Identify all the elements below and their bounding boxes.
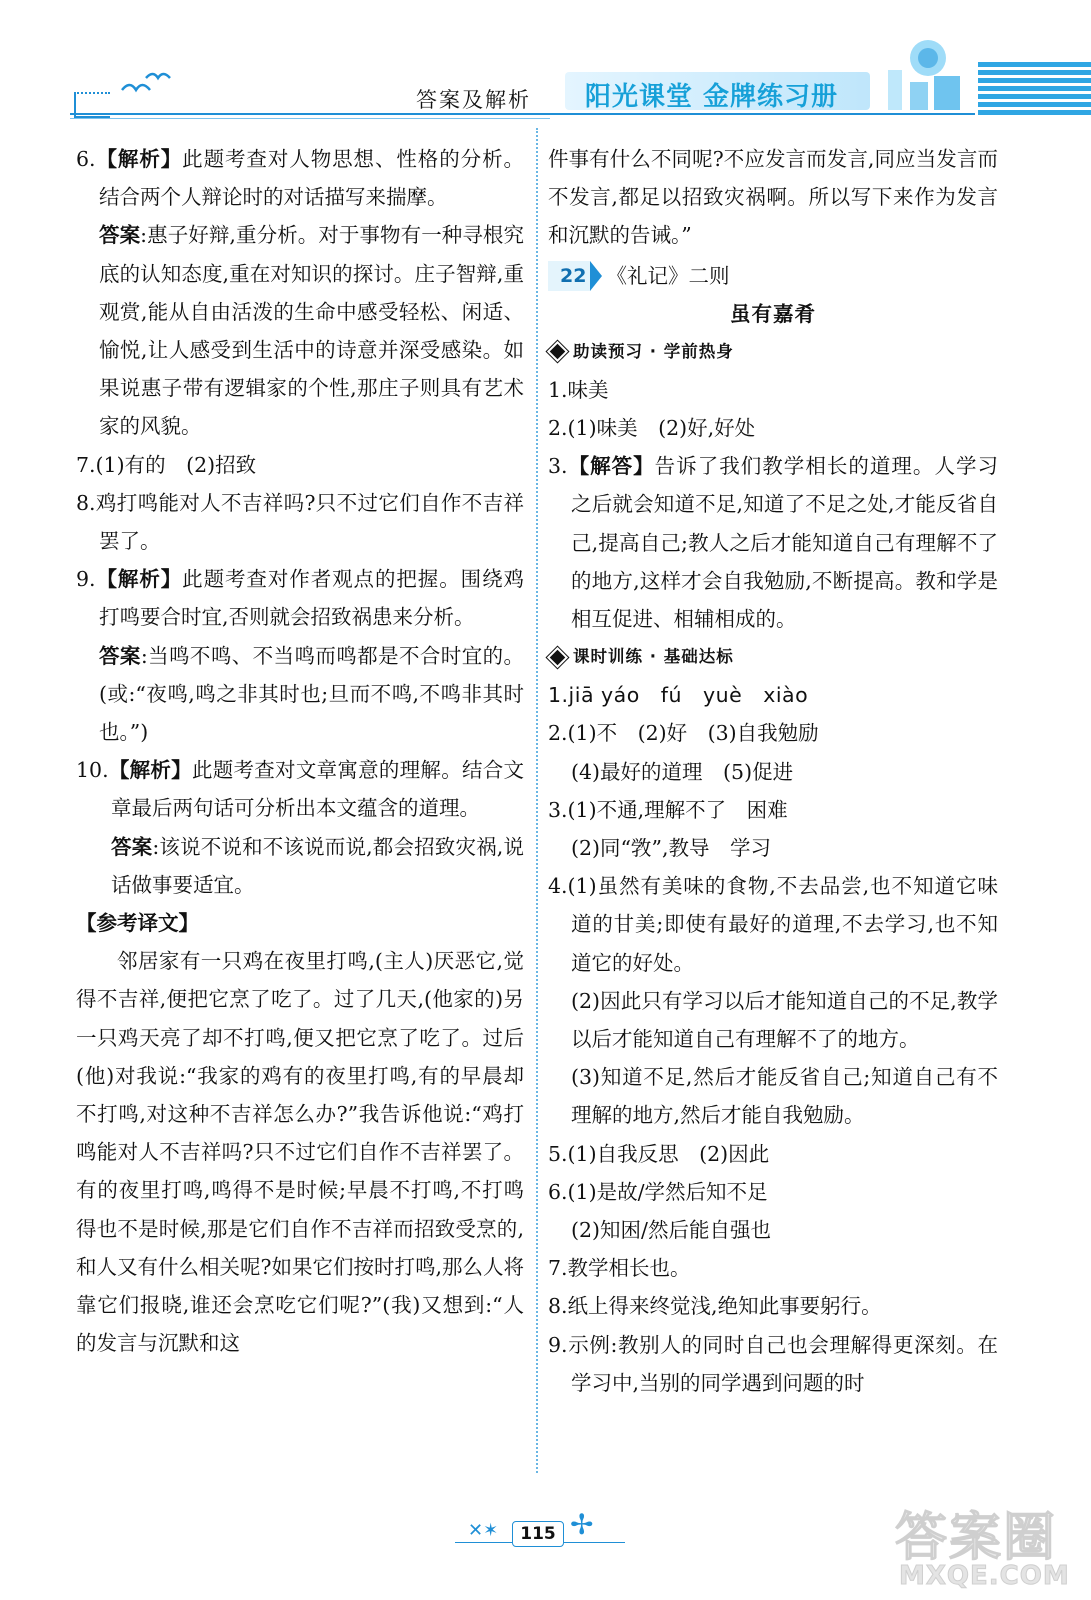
- text-subtitle: 虽有嘉肴: [730, 301, 816, 326]
- item-number: 3.: [548, 454, 568, 479]
- watermark-url: MXQE.COM: [899, 1561, 1070, 1591]
- training-7: 7.教学相长也。: [548, 1256, 691, 1281]
- lesson-title: 《礼记》二则: [606, 263, 730, 288]
- training-8: 8.纸上得来终觉浅,绝知此事要躬行。: [548, 1294, 882, 1319]
- training-9: 9.示例:教别人的同时自己也会理解得更深刻。在学习中,当别的同学遇到问题的时: [548, 1332, 998, 1395]
- star-icon: ✢: [570, 1508, 594, 1541]
- left-column: [76, 140, 524, 1363]
- reference-translation-text: 邻居家有一只鸡在夜里打鸣,(主人)厌恶它,觉得不吉祥,便把它烹了吃了。过了几天,(他家的)另一只鸡天亮了却不打鸣,便又把它烹了吃了。过后(他)对我说:“我家的鸡有的夜里打鸣,有的早晨却不打鸣,对这种不吉祥怎么办?”我告诉他说:“鸡打鸣能对人不吉祥吗?只不过它们自作不吉祥罢了。有的夜里打鸣,鸣得不是时候;早晨不打鸣,不打鸣得也不是时候,那是它们自作不吉祥而招致受烹的,和人又有什么相关呢?如果它们按时打鸣,那么人将靠它们报晓,谁还会烹吃它们呢?”(我)又想到:“人的发言与沉默和这: [76, 949, 525, 1356]
- analysis-text: 此题考查对文章寓意的理解。结合文章最后两句话可分析出本文蕴含的道理。: [111, 758, 525, 821]
- brand-banner: [565, 72, 870, 110]
- section-preview: [548, 333, 998, 371]
- section-training: [548, 638, 998, 676]
- item-number: 9.: [76, 567, 96, 592]
- answer-10: [76, 751, 524, 827]
- watermark: [895, 1495, 1070, 1590]
- solution-text: 告诉了我们教学相长的道理。人学习之后就会知道不足,知道了不足之处,才能反省自己,提高自己;教人之后才能知道自己有理解不了的地方,这样才会自我勉励,不断提高。教和学是相互促进、相辅相成的。: [571, 454, 998, 632]
- answer-9: [76, 560, 524, 636]
- lesson-heading: [548, 257, 998, 295]
- answer-tag: 答案: [99, 643, 141, 668]
- solution-tag: 【解答】: [567, 454, 655, 479]
- sparkle-icon: ✕✶: [468, 1520, 499, 1541]
- answer-8: 8.鸡打鸣能对人不吉祥吗?只不过它们自作不吉祥罢了。: [76, 490, 524, 554]
- training-3a: 3.(1)不通,理解不了 困难: [548, 797, 788, 822]
- training-4c: (3)知道不足,然后才能反省自己;知道自己有不理解的地方,然后才能自我勉励。: [571, 1065, 998, 1128]
- training-6b: (2)知困/然后能自强也: [571, 1218, 771, 1243]
- header-stripes: [978, 62, 1091, 122]
- training-1: 1.jiā yáo fú yuè xiào: [548, 683, 809, 708]
- birds-icon: [120, 68, 180, 108]
- column-divider: [536, 128, 538, 1473]
- lesson-number: 22: [548, 261, 590, 291]
- training-6a: 6.(1)是故/学然后知不足: [548, 1179, 768, 1204]
- watermark-logo: 答案圈: [895, 1508, 1058, 1568]
- reference-title-text: 【参考译文】: [76, 911, 199, 936]
- answer-tag: 答案: [99, 223, 141, 248]
- answer-9-key: [76, 637, 524, 752]
- item-number: 6.: [76, 147, 96, 171]
- page-header: [0, 0, 1091, 150]
- header-title: 答案及解析: [416, 88, 531, 112]
- right-column: [548, 140, 998, 1402]
- analysis-tag: 【解析】: [95, 147, 183, 171]
- reference-translation-title: [76, 904, 524, 942]
- preview-2: 2.(1)味美 (2)好,好处: [548, 416, 756, 441]
- section-title: 课时训练 · 基础达标: [573, 647, 734, 667]
- item-number: 10.: [76, 758, 109, 783]
- answer-6: [76, 140, 524, 216]
- answer-text: :该说不说和不该说而说,都会招致灾祸,说话做事要适宜。: [111, 834, 524, 897]
- training-5: 5.(1)自我反思 (2)因此: [548, 1141, 770, 1166]
- analysis-text: 此题考查对作者观点的把握。围绕鸡打鸣要合时宜,否则就会招致祸患来分析。: [99, 567, 524, 630]
- answer-text: :惠子好辩,重分析。对于事物有一种寻根究底的认知态度,重在对知识的探讨。庄子智辩,重观赏,能从自由活泼的生命中感受轻松、闲适、愉悦,让人感受到生活中的诗意并深受感染。如果说惠子带有逻辑家的个性,那庄子则具有艺术家的风貌。: [99, 223, 524, 439]
- diamond-icon: [550, 649, 566, 665]
- lesson-arrow-icon: [590, 261, 602, 291]
- preview-1: 1.味美: [548, 377, 609, 402]
- answer-6-key: [76, 216, 524, 445]
- answer-10-key: [76, 828, 524, 904]
- header-rule: [70, 113, 975, 115]
- training-4b: (2)因此只有学习以后才能知道自己的不足,教学以后才能知道自己有理解不了的地方。: [571, 988, 998, 1052]
- analysis-tag: 【解析】: [108, 758, 192, 783]
- brand-title: 阳光课堂 金牌练习册: [585, 82, 839, 112]
- analysis-text: 此题考查对人物思想、性格的分析。结合两个人辩论时的对话描写来揣摩。: [99, 147, 524, 210]
- training-2b: (4)最好的道理 (5)促进: [571, 759, 794, 784]
- training-4a: 4.(1)虽然有美味的食物,不去品尝,也不知道它味道的甘美;即使有最好的道理,不去学习,也不知道它的好处。: [548, 874, 998, 975]
- answer-text: :当鸣不鸣、不当鸣而鸣都是不合时宜的。(或:“夜鸣,鸣之非其时也;旦而不鸣,不鸣非其时也。”): [99, 643, 525, 745]
- answer-tag: 答案: [111, 834, 153, 859]
- training-2a: 2.(1)不 (2)好 (3)自我勉励: [548, 721, 819, 746]
- translation-continued: 件事有什么不同呢?不应发言而发言,同应当发言而不发言,都足以招致灾祸啊。所以写下来作为发言和沉默的告诫。”: [548, 147, 998, 248]
- header-rule-thin: [70, 118, 550, 119]
- page-number: 115: [512, 1521, 564, 1547]
- answer-7: 7.(1)有的 (2)招致: [76, 452, 257, 477]
- globe-telescope-icon: [860, 20, 980, 120]
- training-3b: (2)同“敩”,教导 学习: [571, 836, 772, 861]
- section-title: 助读预习 · 学前热身: [573, 341, 734, 361]
- diamond-icon: [550, 344, 566, 360]
- analysis-tag: 【解析】: [95, 567, 183, 592]
- preview-3: [548, 447, 998, 638]
